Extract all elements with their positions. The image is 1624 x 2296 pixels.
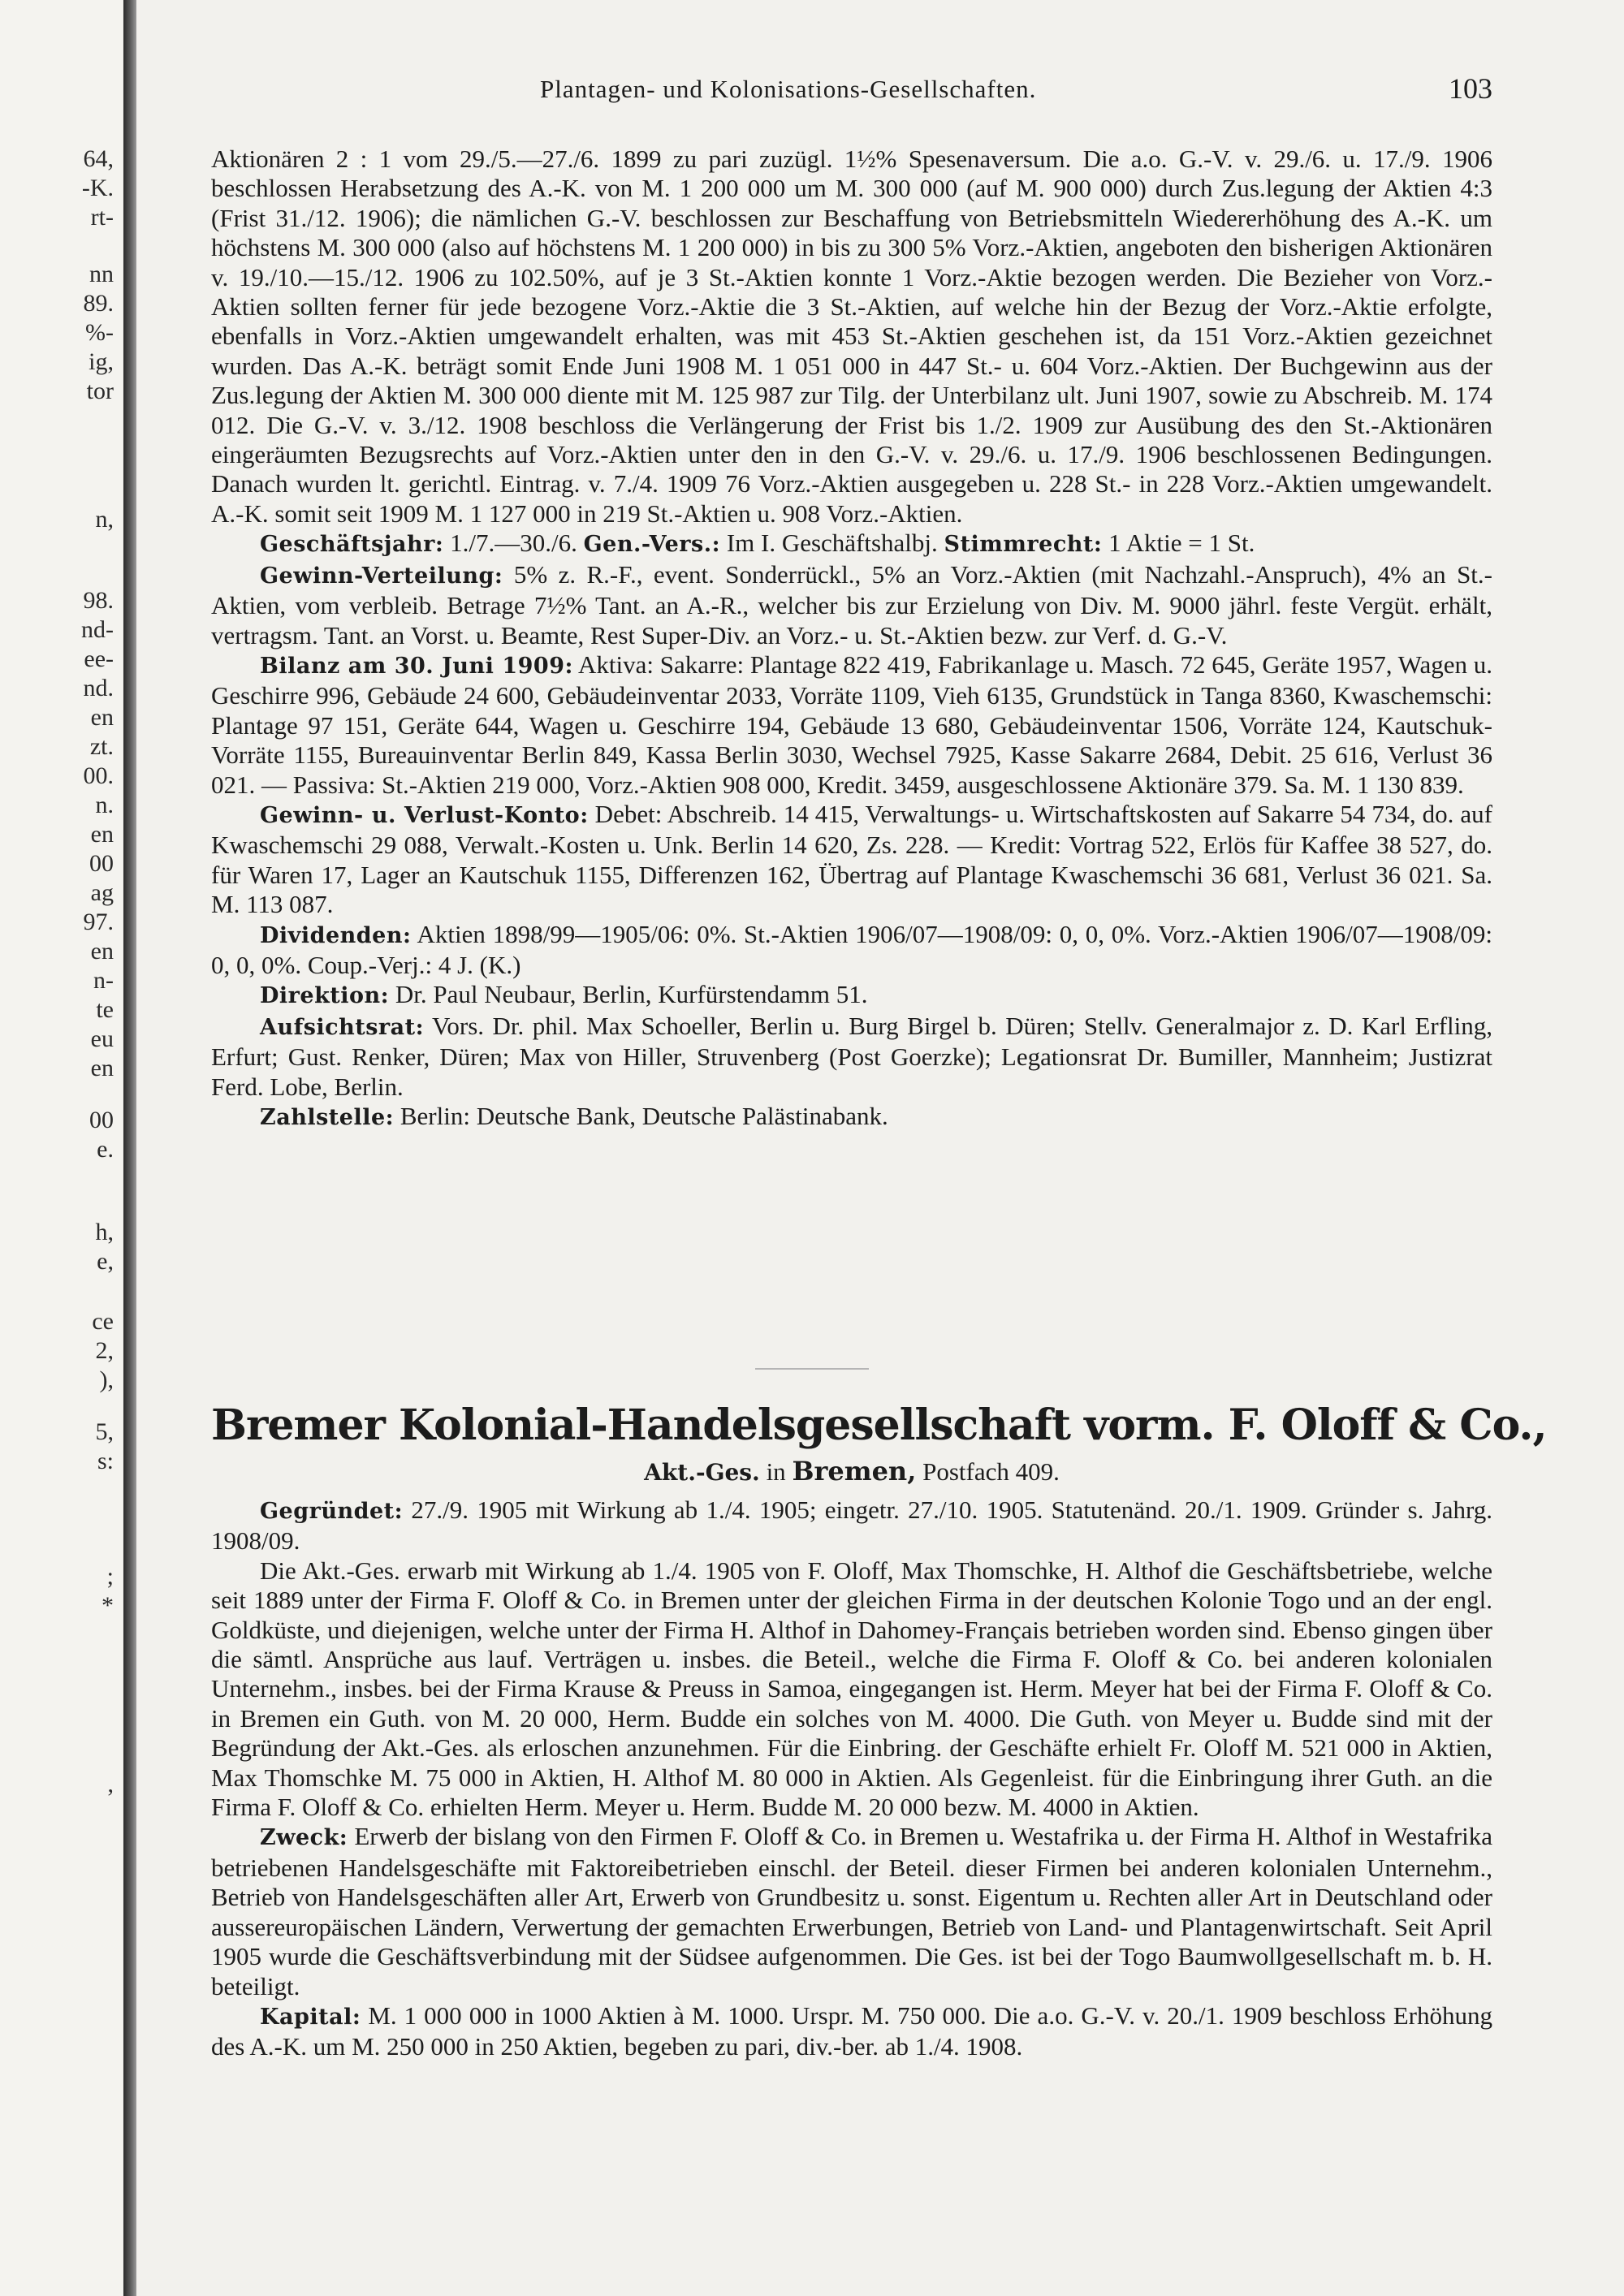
gutter-text-fragment: ig, xyxy=(89,348,114,375)
subheading-in: in xyxy=(759,1457,793,1486)
gutter-text-fragment: 97. xyxy=(83,908,114,935)
gutter-text-fragment: e, xyxy=(97,1248,114,1275)
gutter-text-fragment: rt- xyxy=(90,204,114,231)
gutter-text-fragment: h, xyxy=(95,1219,114,1245)
gutter-text-fragment: n. xyxy=(95,792,114,818)
gutter-text-fragment: 00 xyxy=(89,1107,114,1133)
management-text: Dr. Paul Neubaur, Berlin, Kurfürstendamm 51. xyxy=(389,980,868,1009)
gutter-text-fragment: zt. xyxy=(89,733,114,760)
gutter-text-fragment: en xyxy=(90,821,114,848)
postbox: Postfach 409. xyxy=(916,1457,1060,1486)
voting-right-label: Stimmrecht: xyxy=(944,532,1103,558)
legal-form: Akt.-Ges. xyxy=(644,1459,760,1486)
gutter-text-fragment: tor xyxy=(86,378,114,404)
fiscal-year-label: Geschäftsjahr: xyxy=(260,532,444,558)
paying-agent-text: Berlin: Deutsche Bank, Deutsche Palästinabank. xyxy=(394,1102,888,1130)
gutter-text-fragment: * xyxy=(102,1592,114,1619)
gutter-text-fragment: 64, xyxy=(83,145,114,172)
gutter-text-fragment: te xyxy=(96,996,114,1023)
profit-distribution-text: 5% z. R.-F., event. Sonderrückl., 5% an Vorz.-Aktien (mit Nachzahl.-Anspruch), 4% an St.-Aktien, vom verbleib. Betrage 7½% Tant. an A.-R., welcher bis zur Erzielung von Div. M. 9000 jährl. feste Vergüt. erhält, vertragsm. Tant. an Vorst. u. Beamte, Rest Super-Div. an Vorz.- u. St.-Aktien bezw. zur Verf. d. G.-V. xyxy=(211,559,1492,650)
general-meeting-text: Im I. Geschäftshalbj. xyxy=(720,529,944,558)
gutter-text-fragment: 2, xyxy=(95,1337,114,1364)
profit-loss-paragraph xyxy=(211,800,1492,920)
company-subheading xyxy=(211,1456,1492,1488)
profit-distribution-paragraph xyxy=(211,560,1492,650)
gutter-text-fragment: ; xyxy=(106,1563,114,1590)
balance-sheet-paragraph xyxy=(211,650,1492,800)
supervisory-board-paragraph xyxy=(211,1012,1492,1102)
gutter-text-fragment: en xyxy=(90,704,114,731)
gutter-text-fragment: 98. xyxy=(83,587,114,614)
gutter-text-fragment: e. xyxy=(97,1136,114,1163)
capital-history-paragraph: Aktionären 2 : 1 vom 29./5.—27./6. 1899 zu pari zuzügl. 1½% Spesenaversum. Die a.o. G.-V. v. 29./6. u. 17./9. 1906 beschlossen Herabsetzung des A.-K. von M. 1 200 000 um M. 300 000 (auf M. 900 000) durch Zus.legung der Aktien 4:3 (Frist 31./12. 1906); die nämlichen G.-V. beschlossen zur Beschaffung von Betriebsmitteln Wiedererhöhung des A.-K. um höchstens M. 300 000 (also auf höchstens M. 1 200 000) in bis zu 300 5% Vorz.-Aktien, angeboten den bisherigen Aktionären v. 19./10.—15./12. 1906 zu 102.50%, auf je 3 St.-Aktien konnte 1 Vorz.-Aktie bezogen werden. Die Bezieher von Vorz.-Aktien sollten ferner für jede bezogene Vorz.-Aktie die 3 St.-Aktien, auf welche hin der Bezug der Vorz.-Aktie erfolgte, ebenfalls in Vorz.-Aktien umgewandelt erhalten, was mit 453 St.-Aktien geschehen ist, da 151 Vorz.-Aktien gezeichnet wurden. Das A.-K. beträgt somit Ende Juni 1908 M. 1 051 000 in 447 St.- u. 604 Vorz.-Aktien. Der Buchgewinn aus der Zus.legung der Aktien M. 300 000 diente mit M. 125 987 zur Tilg. der Unterbilanz ult. Juni 1907, sowie zu Abschreib. M. 174 012. Die G.-V. v. 3./12. 1908 beschloss die Verlängerung der Frist bis 1./2. 1909 zur Ausübung des den St.-Aktionären eingeräumten Bezugsrechts auf Vorz.-Aktien unter den in den G.-V. v. 29./6. u. 17./9. 1906 beschlossenen Bedingungen. Danach wurden lt. gerichtl. Eintrag. v. 7./4. 1909 76 Vorz.-Aktien ausgegeben u. 228 St.- in 228 Vorz.-Aktien umgewandelt. A.-K. somit seit 1909 M. 1 127 000 in 219 St.-Aktien u. 908 Vorz.-Aktien. xyxy=(211,145,1492,528)
capital-paragraph xyxy=(211,2001,1492,2062)
company-city: Bremen, xyxy=(792,1456,917,1487)
general-meeting-label: Gen.-Vers.: xyxy=(583,532,721,558)
section-plantation-company xyxy=(211,145,1492,1133)
gutter-text-fragment: s: xyxy=(97,1448,114,1474)
gutter-text-fragment: -K. xyxy=(81,175,114,201)
page-number: 103 xyxy=(1449,72,1492,105)
gutter-text-fragment: , xyxy=(107,1771,114,1798)
gutter-text-fragment: %- xyxy=(85,319,114,346)
gutter-text-fragment: ce xyxy=(92,1308,114,1335)
gutter-text-fragment: nd- xyxy=(81,616,114,643)
gutter-text-fragment: en xyxy=(90,1055,114,1081)
capital-label: Kapital: xyxy=(260,2004,361,2030)
founded-label: Gegründet: xyxy=(260,1499,404,1524)
gutter-text-fragment: 00. xyxy=(83,762,114,789)
gutter-text-fragment: 5, xyxy=(95,1418,114,1445)
paying-agent-paragraph xyxy=(211,1102,1492,1133)
company-heading: Bremer Kolonial-Handelsgesellschaft vorm. F. Oloff & Co., xyxy=(211,1400,1547,1450)
supervisory-board-text: Vors. Dr. phil. Max Schoeller, Berlin u. Burg Birgel b. Düren; Stellv. Generalmajor z. D. Karl Erfling, Erfurt; Gust. Renker, Düren; Max von Hiller, Struvenberg (Post Goerzke); Legationsrat Dr. Bumiller, Mannheim; Justizrat Ferd. Lobe, Berlin. xyxy=(211,1011,1492,1101)
fiscal-year-text: 1./7.—30./6. xyxy=(443,529,584,558)
gutter-text-fragment: 89. xyxy=(83,290,114,317)
management-label: Direktion: xyxy=(260,983,390,1009)
management-paragraph xyxy=(211,980,1492,1011)
dividends-text: Aktien 1898/99—1905/06: 0%. St.-Aktien 1906/07—1908/09: 0, 0, 0%. Vorz.-Aktien 1906/07—1908/09: 0, 0, 0%. Coup.-Verj.: 4 J. (K.) xyxy=(211,919,1492,979)
gutter-text-fragment: n, xyxy=(95,506,114,533)
gutter-text-fragment: ), xyxy=(99,1366,114,1393)
voting-right-text: 1 Aktie = 1 St. xyxy=(1102,529,1255,558)
profit-loss-text: Debet: Abschreib. 14 415, Verwaltungs- u. Wirtschaftskosten auf Sakarre 54 734, do. auf Kwaschemschi 29 088, Verwalt.-Kosten u. Unk. Berlin 14 620, Zs. 228. — Kredit: Vortrag 522, Erlös für Kaffee 38 527, do. für Waren 17, Lager an Kautschuk 1155, Differenzen 162, Übertrag auf Plantage Kwaschemschi 36 681, Verlust 36 021. Sa. M. 113 087. xyxy=(211,799,1492,919)
purpose-label: Zweck: xyxy=(260,1825,348,1851)
gutter-text-fragment: nd. xyxy=(83,675,114,701)
gutter-text-fragment: en xyxy=(90,938,114,965)
dividends-paragraph xyxy=(211,920,1492,981)
adjacent-page-margin xyxy=(0,0,122,2296)
gutter-text-fragment: ee- xyxy=(84,645,114,672)
acquisition-paragraph: Die Akt.-Ges. erwarb mit Wirkung ab 1./4. 1905 von F. Oloff, Max Thomschke, H. Althof die Geschäftsbetriebe, welche seit 1889 unter der Firma F. Oloff & Co. in Bremen unter der gleichen Firma in der deutschen Kolonie Togo und an der engl. Goldküste, und diejenigen, welche unter der Firma H. Althof in Dahomey-Français betrieben worden sind. Ebenso gingen über die sämtl. Ansprüche aus lauf. Verträgen u. insbes. die Beteil., welche die Firma F. Oloff & Co. bei anderen kolonialen Unternehm., insbes. bei der Firma Krause & Preuss in Samoa, eingegangen ist. Herm. Meyer hat bei der Firma F. Oloff & Co. in Bremen ein Guth. von M. 20 000, Herm. Budde ein solches von M. 4000. Die Guth. von Meyer u. Budde sind mit der Begründung der Akt.-Ges. als erloschen anzunehmen. Für die Einbring. der Geschäfte erhielt Fr. Oloff M. 521 000 in Aktien, Max Thomschke M. 75 000 in Aktien, H. Althof M. 80 000 in Aktien. Als Gegenleist. für die Einbringung ihrer Guth. an die Firma F. Oloff & Co. erhielten Herm. Meyer u. Herm. Budde M. 20 000 bezw. M. 4000 in Aktien. xyxy=(211,1556,1492,1822)
balance-sheet-label: Bilanz am 30. Juni 1909: xyxy=(260,653,573,679)
gutter-text-fragment: ag xyxy=(90,879,114,906)
purpose-paragraph xyxy=(211,1822,1492,2000)
section-bremen-company xyxy=(211,1495,1492,2062)
header-title: Plantagen- und Kolonisations-Gesellschaften. xyxy=(540,75,1037,103)
book-spine xyxy=(123,0,136,2296)
gutter-text-fragment: eu xyxy=(90,1025,114,1052)
founded-text: 27./9. 1905 mit Wirkung ab 1./4. 1905; eingetr. 27./10. 1905. Statutenänd. 20./1. 1909. Gründer s. Jahrg. 1908/09. xyxy=(211,1495,1492,1556)
section-separator xyxy=(755,1368,869,1370)
gutter-text-fragment: n- xyxy=(93,967,114,994)
general-terms-paragraph xyxy=(211,529,1492,559)
founded-paragraph xyxy=(211,1495,1492,1556)
supervisory-board-label: Aufsichtsrat: xyxy=(260,1014,425,1040)
profit-distribution-label: Gewinn-Verteilung: xyxy=(260,563,503,589)
purpose-text: Erwerb der bislang von den Firmen F. Oloff & Co. in Bremen u. Westafrika u. der Firma H. Althof in Westafrika betriebenen Handelsgeschäfte mit Faktoreibetrieben einschl. der Beteil. dieser Firmen bei anderen kolonialen Unternehm., Betrieb von Handelsgeschäften aller Art, Erwerb von Grundbesitz u. sonst. Eigentum u. Rechten aller Art in Deutschland oder aussereuropäischen Ländern, Verwertung der gemachten Erwerbungen, Betrieb von Land- und Plantagenwirtschaft. Seit April 1905 wurde die Geschäftsverbindung mit der Südsee aufgenommen. Die Ges. ist bei der Togo Baumwollgesellschaft m. b. H. beteiligt. xyxy=(211,1822,1492,2000)
gutter-text-fragment: 00 xyxy=(89,850,114,877)
dividends-label: Dividenden: xyxy=(260,922,412,948)
profit-loss-label: Gewinn- u. Verlust-Konto: xyxy=(260,802,589,828)
paying-agent-label: Zahlstelle: xyxy=(260,1105,395,1130)
running-header xyxy=(455,72,1492,114)
balance-sheet-text: Aktiva: Sakarre: Plantage 822 419, Fabrikanlage u. Masch. 72 645, Geräte 1957, Wagen u. Geschirre 996, Gebäude 24 600, Gebäudeinventar 2033, Vorräte 1109, Vieh 6135, Grundstück in Tanga 8360, Kwaschemschi: Plantage 97 151, Geräte 644, Wagen u. Geschirre 194, Gebäude 13 680, Gebäudeinventar 1506, Vorräte 124, Kautschuk-Vorräte 1155, Bureauinventar Berlin 849, Kassa Berlin 3030, Wechsel 7925, Kasse Sakarre 2684, Debit. 25 616, Verlust 36 021. — Passiva: St.-Aktien 219 000, Vorz.-Aktien 908 000, Kredit. 3459, ausgeschlossene Aktionäre 379. Sa. M. 1 130 839. xyxy=(211,650,1492,799)
gutter-text-fragment: nn xyxy=(89,261,114,287)
capital-text: M. 1 000 000 in 1000 Aktien à M. 1000. Urspr. M. 750 000. Die a.o. G.-V. v. 20./1. 1909 beschloss Erhöhung des A.-K. um M. 250 000 in 250 Aktien, begeben zu pari, div.-ber. ab 1./4. 1908. xyxy=(211,2000,1492,2061)
